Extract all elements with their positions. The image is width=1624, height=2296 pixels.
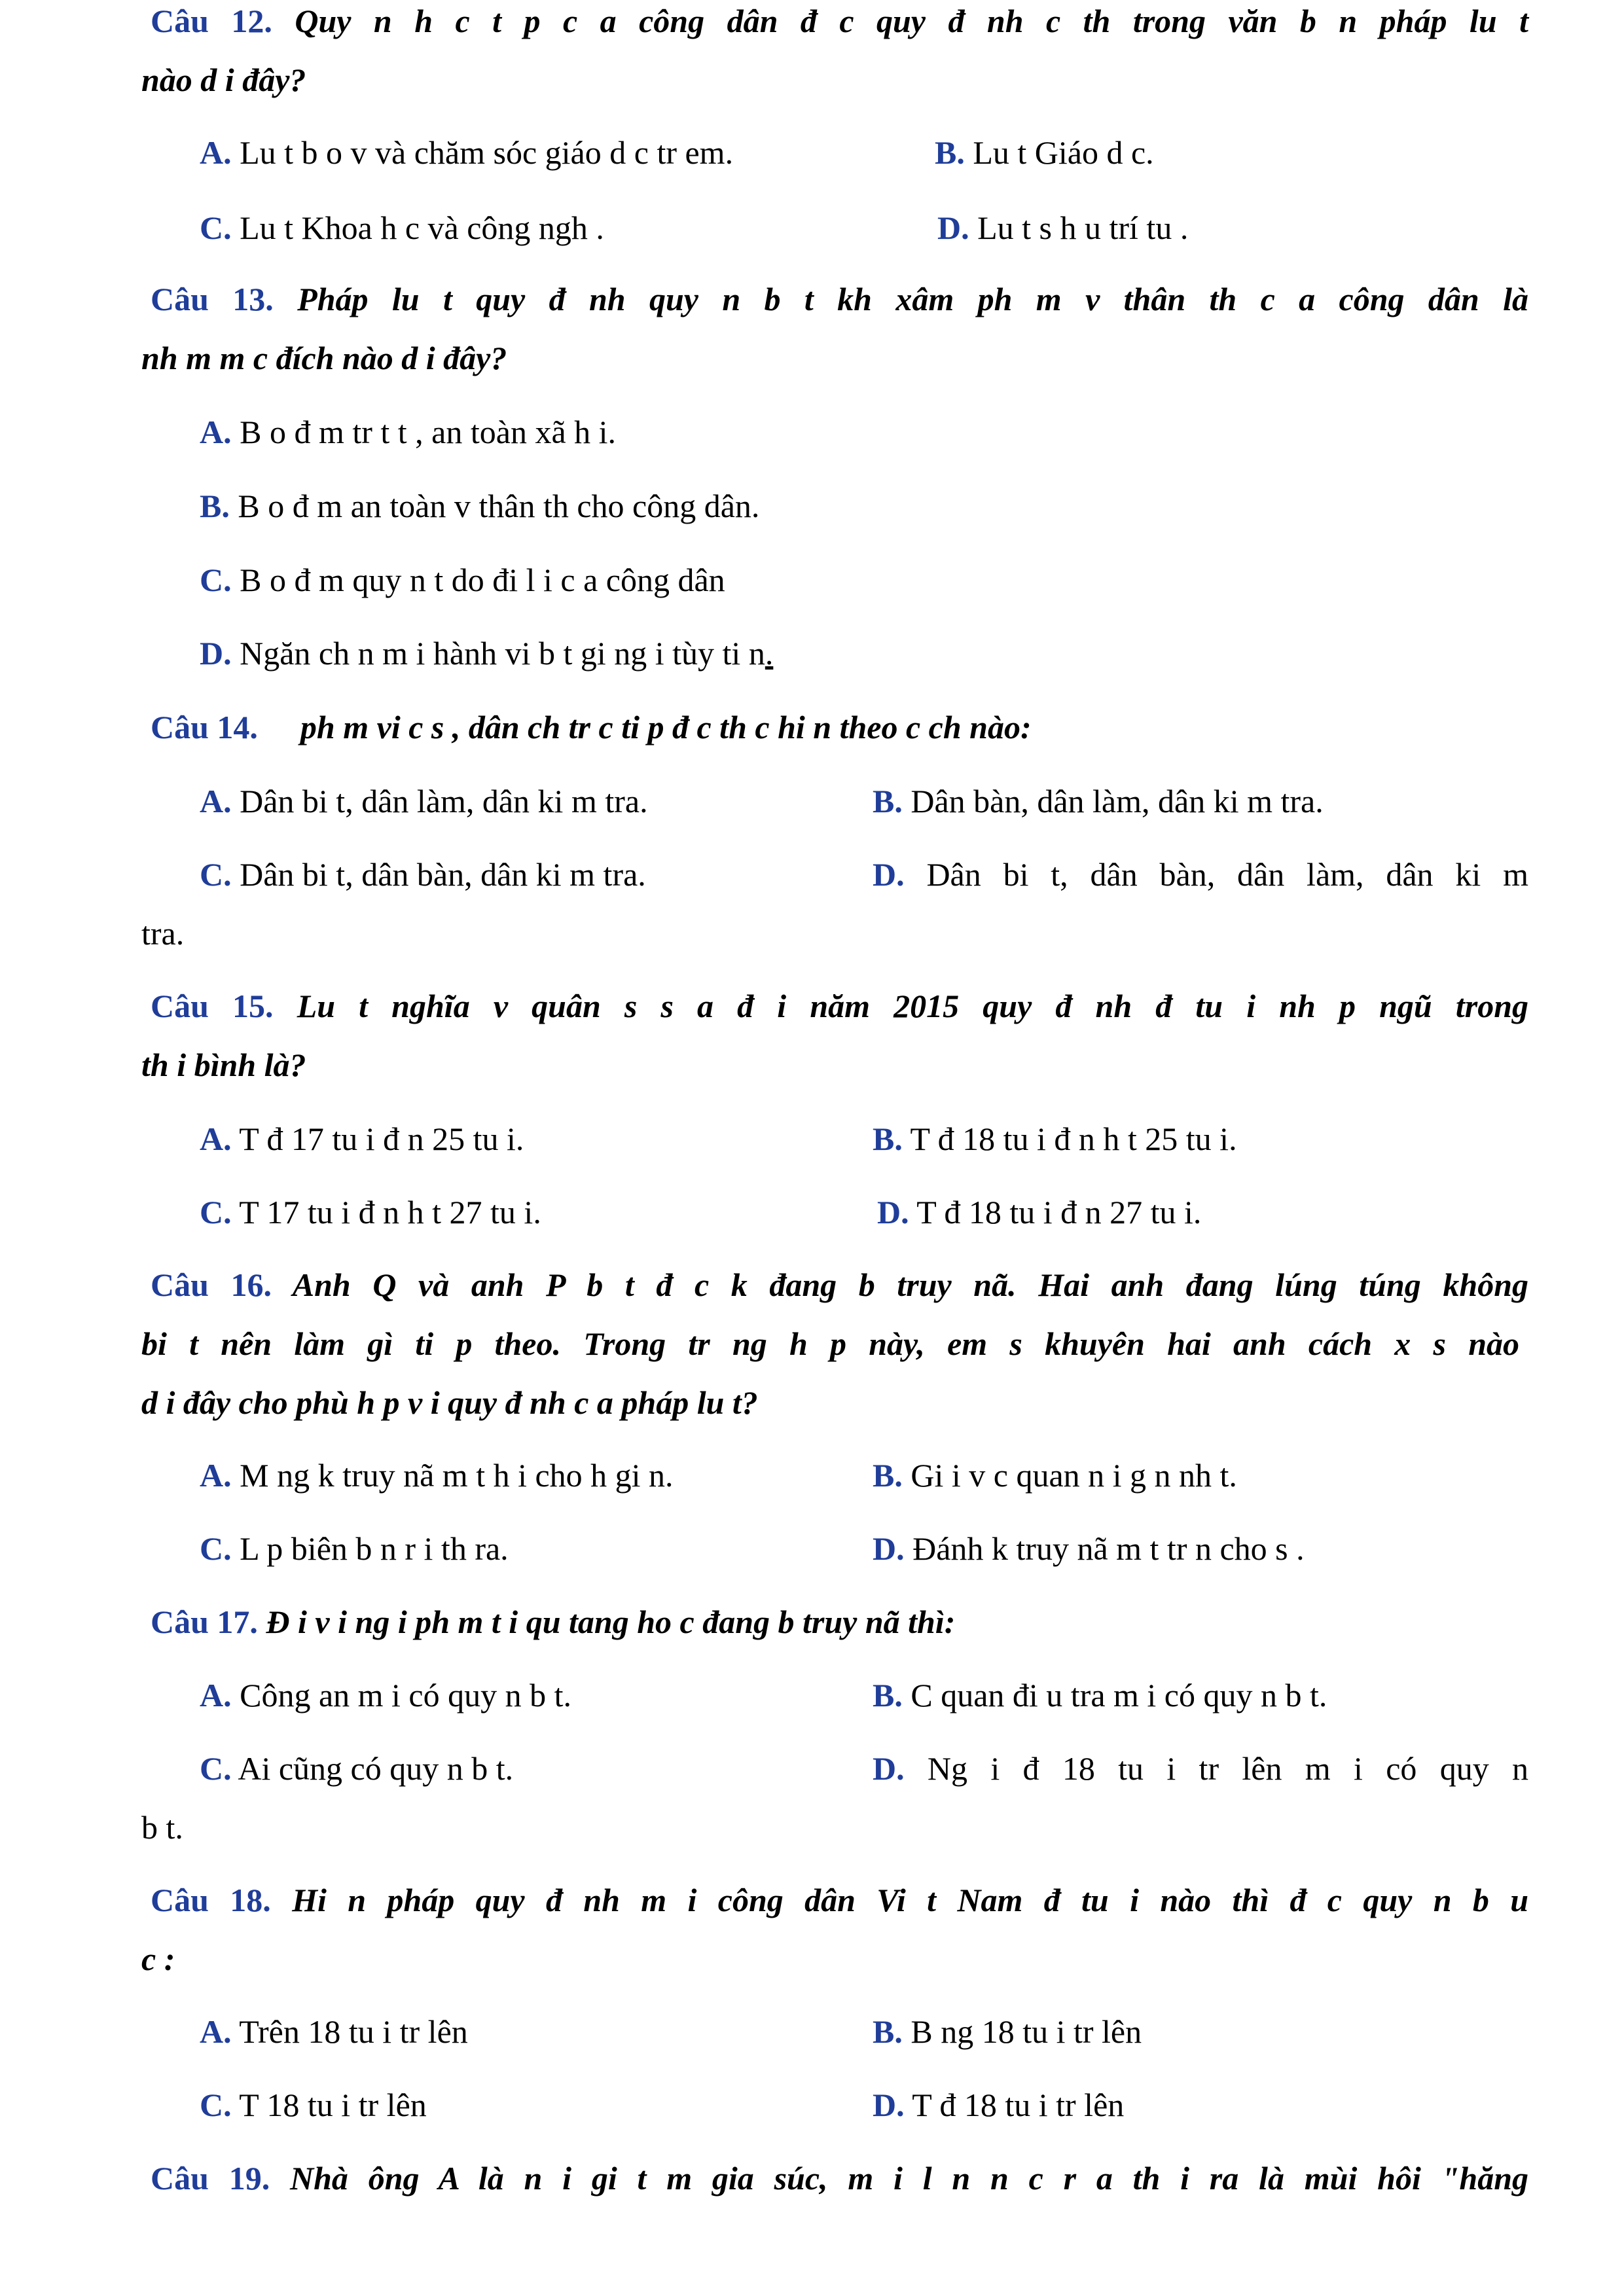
question-12-stem-line-1: [151, 1, 1528, 41]
question-16-number: Câu 16.: [151, 1266, 272, 1303]
question-18-option-a: A. Trên 18 tu i tr lên: [200, 2013, 468, 2050]
question-12-stem-line-2: nào d i đây?: [141, 62, 306, 98]
question-12-stem-text: Quy n h c t p c a công dân đ c quy đ nh c th trong văn b n pháp lu t: [295, 3, 1528, 39]
question-19-number: Câu 19.: [151, 2160, 270, 2197]
question-12-number: Câu 12.: [151, 3, 272, 39]
question-14-stem-text: ph m vi c s , dân ch tr c ti p đ c th c hi n theo c ch nào:: [300, 709, 1032, 745]
question-14-stem-line-1: [151, 708, 1032, 747]
question-13-option-b: B. B o đ m an toàn v thân th cho công dân.: [200, 488, 760, 524]
question-12-option-b: B. Lu t Giáo d c.: [935, 134, 1154, 171]
question-13-stem-line-2: nh m m c đích nào d i đây?: [141, 340, 507, 376]
question-15-option-a: A. T đ 17 tu i đ n 25 tu i.: [200, 1121, 524, 1157]
question-18-stem-line-1: [151, 1880, 1528, 1920]
question-12-option-c: C. Lu t Khoa h c và công ngh .: [200, 209, 604, 246]
question-15-stem-line-1: [151, 986, 1528, 1026]
question-14-option-c: C. Dân bi t, dân bàn, dân ki m tra.: [200, 856, 646, 893]
question-18-number: Câu 18.: [151, 1882, 271, 1918]
question-15-number: Câu 15.: [151, 988, 274, 1024]
question-12-option-a: A. Lu t b o v và chăm sóc giáo d c tr em.: [200, 134, 734, 171]
question-16-option-a: A. M ng k truy nã m t h i cho h gi n.: [200, 1457, 674, 1494]
question-13-stem-text: Pháp lu t quy đ nh quy n b t kh xâm ph m v thân th c a công dân là: [297, 281, 1528, 317]
question-16-option-b: B. Gi i v c quan n i g n nh t.: [873, 1457, 1237, 1494]
question-14-option-b: B. Dân bàn, dân làm, dân ki m tra.: [873, 783, 1324, 819]
question-15-option-d: D. T đ 18 tu i đ n 27 tu i.: [877, 1194, 1202, 1230]
question-17-option-a: A. Công an m i có quy n b t.: [200, 1677, 572, 1713]
question-17-stem-line-1: [151, 1602, 955, 1641]
question-18-option-b: B. B ng 18 tu i tr lên: [873, 2013, 1142, 2050]
question-19-stem-text: Nhà ông A là n i gi t m gia súc, m i l n n c r a th i ra là mùi hôi "hăng: [290, 2160, 1528, 2197]
question-16-stem-line-3: d i đây cho phù h p v i quy đ nh c a pháp lu t?: [141, 1384, 758, 1421]
question-17-option-c: C. Ai cũng có quy n b t.: [200, 1750, 514, 1787]
question-18-option-d: D. T đ 18 tu i tr lên: [873, 2087, 1125, 2123]
question-16-stem-text: Anh Q và anh P b t đ c k đang b truy nã. Hai anh đang lúng túng không: [292, 1266, 1528, 1303]
question-17-option-d: D. Ng i đ 18 tu i tr lên m i có quy n: [873, 1750, 1528, 1787]
question-14-option-a: A. Dân bi t, dân làm, dân ki m tra.: [200, 783, 648, 819]
question-18-stem-text: Hi n pháp quy đ nh m i công dân Vi t Nam đ tu i nào thì đ c quy n b u: [292, 1882, 1529, 1918]
question-16-option-d: D. Đánh k truy nã m t tr n cho s .: [873, 1530, 1305, 1567]
question-13-option-a: A. B o đ m tr t t , an toàn xã h i.: [200, 414, 617, 450]
question-15-option-b: B. T đ 18 tu i đ n h t 25 tu i.: [873, 1121, 1237, 1157]
question-15-option-c: C. T 17 tu i đ n h t 27 tu i.: [200, 1194, 541, 1230]
question-16-stem-line-1: [151, 1265, 1528, 1304]
question-15-stem-text: Lu t nghĩa v quân s s a đ i năm 2015 quy đ nh đ tu i nh p ngũ trong: [297, 988, 1529, 1024]
question-16-option-c: C. L p biên b n r i th ra.: [200, 1530, 509, 1567]
question-16-stem-line-2: bi t nên làm gì ti p theo. Trong tr ng h p này, em s khuyên hai anh cách x s nào: [141, 1325, 1519, 1362]
question-18-stem-line-2: c :: [141, 1941, 175, 1977]
question-13-number: Câu 13.: [151, 281, 274, 317]
question-19-stem-line-1: [151, 2159, 1528, 2198]
question-18-option-c: C. T 18 tu i tr lên: [200, 2087, 427, 2123]
question-17-stem-text: Đ i v i ng i ph m t i qu tang ho c đang b truy nã thì:: [266, 1604, 956, 1640]
question-17-option-b: B. C quan đi u tra m i có quy n b t.: [873, 1677, 1327, 1713]
question-14-option-d: D. Dân bi t, dân bàn, dân làm, dân ki m: [873, 856, 1528, 893]
question-13-option-d: D. Ngăn ch n m i hành vi b t gi ng i tùy ti n.: [200, 635, 774, 672]
question-17-option-d-continuation: b t.: [141, 1809, 183, 1846]
question-13-option-c: C. B o đ m quy n t do đi l i c a công dân: [200, 562, 725, 598]
question-12-option-d: D. Lu t s h u trí tu .: [937, 209, 1189, 246]
question-17-number: Câu 17.: [151, 1604, 258, 1640]
question-15-stem-line-2: th i bình là?: [141, 1047, 306, 1083]
question-14-number: Câu 14.: [151, 709, 258, 745]
question-13-stem-line-1: [151, 279, 1528, 319]
question-14-option-d-continuation: tra.: [141, 915, 185, 952]
